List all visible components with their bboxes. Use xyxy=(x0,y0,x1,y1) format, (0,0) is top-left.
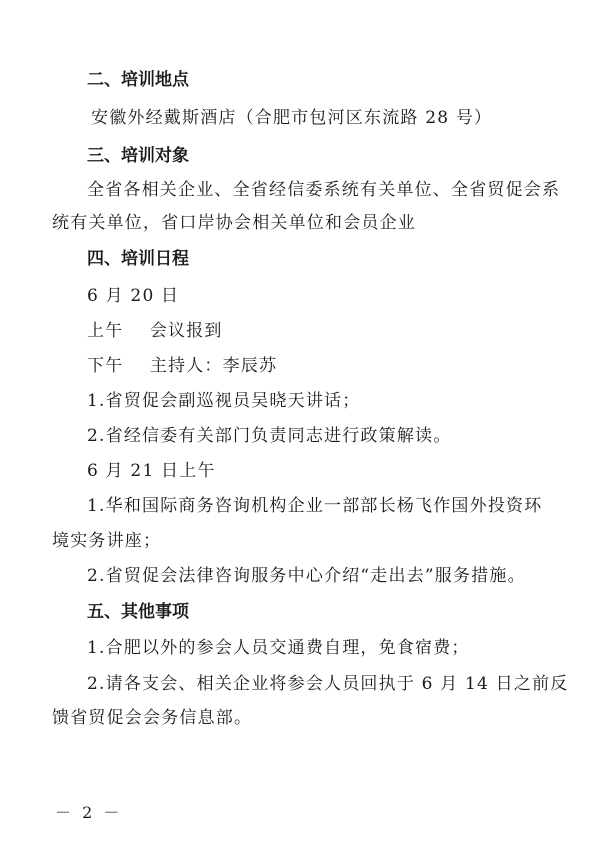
schedule-day-2-date: 6 月 21 日上午 xyxy=(87,461,216,481)
training-audience-line-1: 全省各相关企业、全省经信委系统有关单位、全省贸促会系 xyxy=(87,180,561,200)
schedule-item-3-line-1: 1.华和国际商务咨询机构企业一部部长杨飞作国外投资环 xyxy=(87,496,543,516)
schedule-item-2: 2.省经信委有关部门负责同志进行政策解读。 xyxy=(87,426,452,446)
schedule-item-3-line-2: 境实务讲座； xyxy=(52,531,162,551)
other-item-2-line-1: 2.请各支会、相关企业将参会人员回执于 6 月 14 日之前反 xyxy=(87,674,569,694)
schedule-afternoon: 下午 主持人：李辰苏 xyxy=(87,356,278,376)
schedule-day-1-date: 6 月 20 日 xyxy=(87,286,180,306)
schedule-item-4: 2.省贸促会法律咨询服务中心介绍“走出去”服务措施。 xyxy=(87,566,526,586)
page-number: － 2 － xyxy=(55,803,123,822)
section-2-heading: 二、培训地点 xyxy=(87,70,189,90)
other-item-2-line-2: 馈省贸促会会务信息部。 xyxy=(52,708,253,728)
training-audience-line-2: 统有关单位，省口岸协会相关单位和会员企业 xyxy=(52,213,416,233)
schedule-morning: 上午 会议报到 xyxy=(87,321,223,341)
section-3-heading: 三、培训对象 xyxy=(87,146,189,166)
section-4-heading: 四、培训日程 xyxy=(87,249,189,269)
section-5-heading: 五、其他事项 xyxy=(87,602,189,622)
schedule-item-1: 1.省贸促会副巡视员吴晓天讲话； xyxy=(87,391,361,411)
other-item-1: 1.合肥以外的参会人员交通费自理，免食宿费； xyxy=(87,638,470,658)
training-location: 安徽外经戴斯酒店（合肥市包河区东流路 28 号） xyxy=(91,108,493,128)
